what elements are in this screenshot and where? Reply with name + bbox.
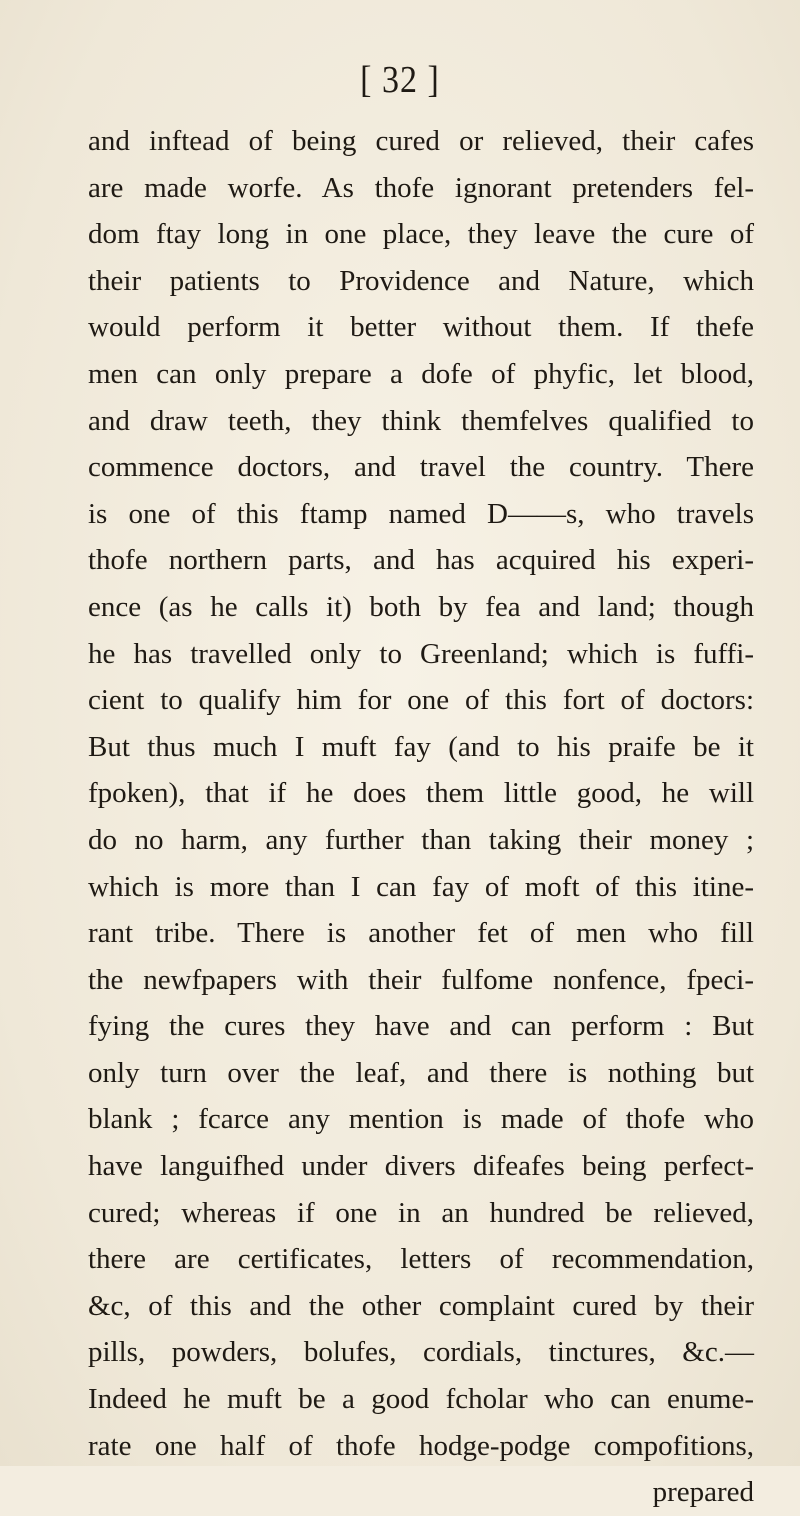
text-line: have languifhed under divers difeafes being perfect- xyxy=(88,1150,754,1183)
text-line: pills, powders, bolufes, cordials, tinctures, &c.— xyxy=(88,1336,754,1369)
text-line: the newfpapers with their fulfome nonfence, fpeci- xyxy=(88,963,754,996)
text-line: and inftead of being cured or relieved, their cafes xyxy=(88,125,754,157)
text-line: rate one half of thofe hodge-podge compofitions, xyxy=(88,1429,754,1462)
text-line: blank ; fcarce any mention is made of thofe who xyxy=(88,1103,754,1136)
text-line: would perform it better without them. If thefe xyxy=(88,311,754,344)
text-line: there are certificates, letters of recommendation, xyxy=(88,1243,754,1276)
text-line: rant tribe. There is another fet of men who fill xyxy=(88,917,754,950)
text-line: ence (as he calls it) both by fea and land; though xyxy=(88,590,754,623)
text-line: only turn over the leaf, and there is nothing but xyxy=(88,1056,754,1089)
text-line: fying the cures they have and can perform : But xyxy=(88,1010,754,1043)
text-line: do no harm, any further than taking their money ; xyxy=(88,823,754,856)
text-line: Indeed he muft be a good fcholar who can enume- xyxy=(88,1383,754,1416)
text-line: But thus much I muft fay (and to his praife be it xyxy=(88,730,754,763)
text-line: is one of this ftamp named D——s, who travels xyxy=(88,497,754,530)
text-line: are made worfe. As thofe ignorant pretenders fel- xyxy=(88,171,754,204)
text-line: which is more than I can fay of moft of this itine- xyxy=(88,870,754,903)
text-line: men can only prepare a dofe of phyfic, let blood, xyxy=(88,357,754,390)
body-text xyxy=(88,118,754,1516)
text-line: dom ftay long in one place, they leave the cure of xyxy=(88,218,754,251)
text-line: fpoken), that if he does them little good, he will xyxy=(88,777,754,810)
text-line: he has travelled only to Greenland; which is fuffi- xyxy=(88,637,754,670)
text-line: &c, of this and the other complaint cured by their xyxy=(88,1289,754,1322)
text-line: cured; whereas if one in an hundred be relieved, xyxy=(88,1196,754,1229)
page-number: [ 32 ] xyxy=(360,59,440,102)
text-line: thofe northern parts, and has acquired his experi- xyxy=(88,544,754,577)
text-line: cient to qualify him for one of this fort of doctors: xyxy=(88,684,754,717)
text-line: commence doctors, and travel the country. There xyxy=(88,451,754,484)
text-line: their patients to Providence and Nature, which xyxy=(88,264,754,297)
text-line: and draw teeth, they think themfelves qualified to xyxy=(88,404,754,437)
catchword: prepared xyxy=(652,1476,754,1509)
